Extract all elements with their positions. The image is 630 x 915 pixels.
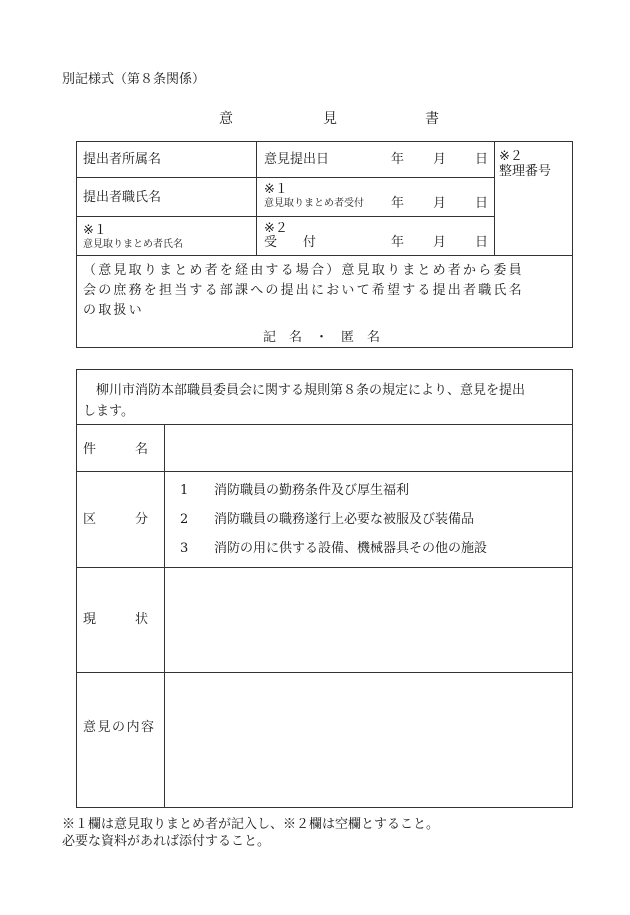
- title-char-1: 意: [219, 111, 233, 127]
- subject-field[interactable]: [168, 429, 568, 467]
- subject-label: 件 名: [83, 442, 149, 457]
- category-option-3[interactable]: [180, 541, 488, 556]
- submit-date-label: 意見提出日: [264, 152, 330, 167]
- category-option-2[interactable]: [180, 512, 475, 527]
- footnotes: [62, 816, 439, 850]
- intro-line-1: 柳川市消防本部職員委員会に関する規則第８条の規定により、意見を提出: [96, 383, 526, 398]
- receipt-month: 月: [433, 235, 447, 250]
- status-field[interactable]: [168, 572, 568, 668]
- submit-day: 日: [475, 152, 489, 167]
- ref-mark: ※２: [499, 149, 523, 164]
- intro-line-2: します。: [83, 404, 134, 419]
- intro-text: [83, 380, 569, 422]
- receipt-label: 受 付: [264, 235, 317, 250]
- dept-label: 提出者所属名: [83, 152, 162, 167]
- content-field[interactable]: [168, 677, 568, 803]
- submit-month: 月: [433, 152, 447, 167]
- handling-line-2: 会の庶務を担当する部課への提出において希望する提出者職氏名: [83, 283, 524, 298]
- title-char-3: 書: [425, 111, 439, 127]
- footnote-2: 必要な資料があれば添付すること。: [62, 834, 271, 849]
- category-num-2: 2: [180, 512, 189, 527]
- name-label: 提出者職氏名: [83, 190, 162, 205]
- category-num-1: 1: [180, 483, 189, 498]
- handling-line-1: （意見取りまとめ者を経由する場合）意見取りまとめ者から委員: [83, 263, 524, 278]
- title-char-2: 見: [323, 111, 337, 127]
- name-anonymous-choice[interactable]: 記 名 ・ 匿 名: [263, 330, 381, 345]
- receipt-year: 年: [391, 235, 405, 250]
- note1-mark-name: ※１: [83, 223, 107, 238]
- status-label: 現 状: [83, 612, 149, 627]
- ref-label: 整理番号: [499, 164, 552, 179]
- category-option-1[interactable]: [180, 483, 410, 498]
- content-label: 意見の内容: [83, 720, 156, 735]
- submit-year: 年: [391, 152, 405, 167]
- note1-mark-recv: ※１: [264, 182, 288, 197]
- recv-month: 月: [433, 196, 447, 211]
- category-label: 区 分: [83, 512, 149, 527]
- note2-mark: ※２: [264, 221, 288, 236]
- category-text-1: 消防職員の勤務条件及び厚生福利: [214, 483, 410, 498]
- category-text-3: 消防の用に供する設備、機械器具その他の施設: [214, 541, 488, 556]
- opinion-table: [76, 369, 573, 808]
- receipt-day: 日: [475, 235, 489, 250]
- recv-label: 意見取りまとめ者受付: [264, 198, 364, 209]
- footnote-1: ※１欄は意見取りまとめ者が記入し、※２欄は空欄とすること。: [62, 817, 440, 832]
- submission-info-table: [76, 141, 573, 348]
- coordinator-name-label: 意見取りまとめ者氏名: [83, 239, 183, 250]
- recv-year: 年: [391, 196, 405, 211]
- form-header: 別記様式（第８条関係）: [62, 72, 206, 87]
- category-num-3: 3: [180, 541, 189, 556]
- recv-day: 日: [475, 196, 489, 211]
- handling-text: [83, 261, 569, 321]
- handling-line-3: の取扱い: [83, 303, 144, 318]
- category-text-2: 消防職員の職務遂行上必要な被服及び装備品: [214, 512, 475, 527]
